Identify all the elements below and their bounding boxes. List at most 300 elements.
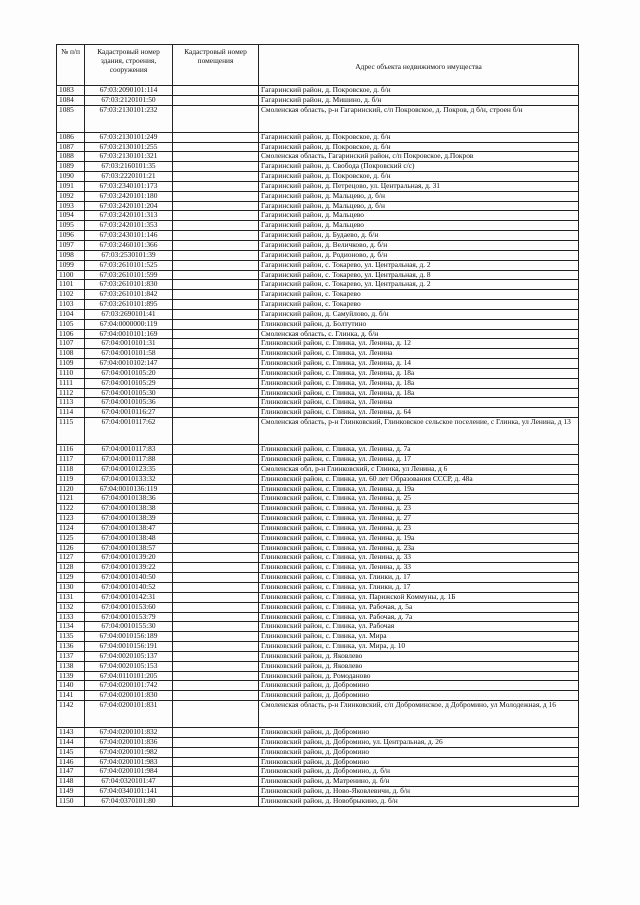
header-num: № п/п xyxy=(57,45,85,86)
address: Глинковский район, с. Глинка, ул. Ленина, д. 23а xyxy=(259,543,579,553)
row-number: 1100 xyxy=(57,270,85,280)
row-number: 1094 xyxy=(57,211,85,221)
cadastral-number: 67:04:0200101:982 xyxy=(85,747,173,757)
room-number xyxy=(173,602,259,612)
row-number: 1129 xyxy=(57,573,85,583)
room-number xyxy=(173,494,259,504)
address: Гагаринский район, с. Токарево, ул. Центральная, д. 8 xyxy=(259,270,579,280)
table-row xyxy=(57,474,579,484)
cadastral-number: 67:04:0010153:60 xyxy=(85,602,173,612)
room-number xyxy=(173,418,259,445)
row-number: 1099 xyxy=(57,260,85,270)
table-row xyxy=(57,787,579,797)
room-number xyxy=(173,504,259,514)
table-row xyxy=(57,142,579,152)
cadastral-number: 67:03:2420101:180 xyxy=(85,191,173,201)
row-number: 1130 xyxy=(57,582,85,592)
table-row xyxy=(57,270,579,280)
address: Глинковский район, д. Болтутино xyxy=(259,319,579,329)
address: Глинковский район, с. Глинка, ул. Ленина, д. 25 xyxy=(259,494,579,504)
table-row xyxy=(57,612,579,622)
room-number xyxy=(173,671,259,681)
cadastral-number: 67:03:2120101:50 xyxy=(85,95,173,105)
room-number xyxy=(173,378,259,388)
row-number: 1150 xyxy=(57,797,85,807)
table-row xyxy=(57,523,579,533)
room-number xyxy=(173,747,259,757)
room-number xyxy=(173,737,259,747)
cadastral-number: 67:04:0010156:189 xyxy=(85,632,173,642)
room-number xyxy=(173,445,259,455)
room-number xyxy=(173,201,259,211)
room-number xyxy=(173,728,259,738)
row-number: 1110 xyxy=(57,368,85,378)
cadastral-number: 67:04:0370101:80 xyxy=(85,797,173,807)
address: Гагаринский район, д. Мальцево, д. б/н xyxy=(259,191,579,201)
address: Гагаринский район, д. Величково, д. б/н xyxy=(259,240,579,250)
table-row xyxy=(57,777,579,787)
address: Глинковский район, с. Глинка, ул. Парижской Коммуны, д. 1Б xyxy=(259,592,579,602)
row-number: 1128 xyxy=(57,563,85,573)
row-number: 1143 xyxy=(57,728,85,738)
cadastral-number: 67:03:2610101:842 xyxy=(85,290,173,300)
address: Глинковский район, д. Яковлево xyxy=(259,651,579,661)
address: Глинковский район, с. Глинка, ул. Мира xyxy=(259,632,579,642)
row-number: 1147 xyxy=(57,767,85,777)
table-row xyxy=(57,464,579,474)
address: Глинковский район, с. Глинка, ул. 60 лет Образования СССР, д. 48а xyxy=(259,474,579,484)
row-number: 1145 xyxy=(57,747,85,757)
row-number: 1140 xyxy=(57,681,85,691)
room-number xyxy=(173,260,259,270)
room-number xyxy=(173,651,259,661)
cadastral-number: 67:03:2420101:313 xyxy=(85,211,173,221)
row-number: 1087 xyxy=(57,142,85,152)
room-number xyxy=(173,319,259,329)
table-row xyxy=(57,573,579,583)
row-number: 1127 xyxy=(57,553,85,563)
table-row xyxy=(57,95,579,105)
cadastral-number: 67:04:0010117:62 xyxy=(85,418,173,445)
address: Гагаринский район, д. Покровское, д. б/н xyxy=(259,172,579,182)
row-number: 1088 xyxy=(57,152,85,162)
row-number: 1103 xyxy=(57,300,85,310)
address: Глинковский район, с. Глинка, ул. Рабочая, д. 5а xyxy=(259,602,579,612)
row-number: 1098 xyxy=(57,250,85,260)
room-number xyxy=(173,661,259,671)
room-number xyxy=(173,408,259,418)
cadastral-number: 67:04:0010116:27 xyxy=(85,408,173,418)
table-row xyxy=(57,309,579,319)
room-number xyxy=(173,231,259,241)
address: Гагаринский район, д. Мальцево, д. б/н xyxy=(259,201,579,211)
cadastral-number: 67:04:0010105:36 xyxy=(85,398,173,408)
row-number: 1146 xyxy=(57,757,85,767)
row-number: 1142 xyxy=(57,701,85,728)
room-number xyxy=(173,329,259,339)
table-row xyxy=(57,359,579,369)
address: Глинковский район, с. Глинка, ул. Ленина, д. 23 xyxy=(259,523,579,533)
cadastral-number: 67:04:0110101:205 xyxy=(85,671,173,681)
address: Глинковский район, с. Глинка, ул. Ленина, д. 19а xyxy=(259,484,579,494)
address: Смоленская область, р-н Гагаринский, с/п Покровское, д. Покров, д б/н, строен б/н xyxy=(259,105,579,132)
cadastral-number: 67:04:0200101:983 xyxy=(85,757,173,767)
address: Гагаринский район, д. Самуйлово, д. б/н xyxy=(259,309,579,319)
row-number: 1120 xyxy=(57,484,85,494)
cadastral-number: 67:04:0010138:39 xyxy=(85,514,173,524)
address: Гагаринский район, д. Мишино, д. б/н xyxy=(259,95,579,105)
address: Смоленская обл, р-н Глинковский, с Глинка, ул Ленина, д 6 xyxy=(259,464,579,474)
room-number xyxy=(173,270,259,280)
table-header-row xyxy=(57,45,579,86)
row-number: 1089 xyxy=(57,162,85,172)
room-number xyxy=(173,523,259,533)
table-row xyxy=(57,132,579,142)
room-number xyxy=(173,563,259,573)
room-number xyxy=(173,349,259,359)
cadastral-number: 67:04:0010105:20 xyxy=(85,368,173,378)
cadastral-number: 67:04:0010140:52 xyxy=(85,582,173,592)
cadastral-number: 67:04:0010138:36 xyxy=(85,494,173,504)
address: Глинковский район, с. Глинка, ул. Ленина xyxy=(259,398,579,408)
row-number: 1131 xyxy=(57,592,85,602)
row-number: 1091 xyxy=(57,181,85,191)
room-number xyxy=(173,95,259,105)
table-row xyxy=(57,319,579,329)
row-number: 1136 xyxy=(57,642,85,652)
table-row xyxy=(57,553,579,563)
header-cad-room: Кадастровый номер помещения xyxy=(173,45,259,86)
row-number: 1148 xyxy=(57,777,85,787)
row-number: 1125 xyxy=(57,533,85,543)
row-number: 1149 xyxy=(57,787,85,797)
address: Глинковский район, с. Глинка, ул. Ленина, д. 18а xyxy=(259,368,579,378)
table-row xyxy=(57,661,579,671)
room-number xyxy=(173,681,259,691)
room-number xyxy=(173,162,259,172)
address: Гагаринский район, д. Мальцево xyxy=(259,221,579,231)
cadastral-number: 67:04:0010105:29 xyxy=(85,378,173,388)
table-row xyxy=(57,543,579,553)
row-number: 1102 xyxy=(57,290,85,300)
cadastral-number: 67:04:0010101:31 xyxy=(85,339,173,349)
room-number xyxy=(173,339,259,349)
room-number xyxy=(173,388,259,398)
cadastral-number: 67:04:0010140:50 xyxy=(85,573,173,583)
address: Глинковский район, д. Добромино xyxy=(259,691,579,701)
cadastral-number: 67:04:0020105:153 xyxy=(85,661,173,671)
row-number: 1097 xyxy=(57,240,85,250)
room-number xyxy=(173,368,259,378)
room-number xyxy=(173,250,259,260)
table-row xyxy=(57,484,579,494)
row-number: 1095 xyxy=(57,221,85,231)
table-row xyxy=(57,582,579,592)
row-number: 1084 xyxy=(57,95,85,105)
cadastral-number: 67:04:0010133:32 xyxy=(85,474,173,484)
cadastral-number: 67:03:2160101:35 xyxy=(85,162,173,172)
cadastral-number: 67:03:2530101:39 xyxy=(85,250,173,260)
table-row xyxy=(57,757,579,767)
table-row xyxy=(57,455,579,465)
header-cad-building: Кадастровый номер здания, строения, сооружения xyxy=(85,45,173,86)
cadastral-number: 67:04:0010153:79 xyxy=(85,612,173,622)
table-row xyxy=(57,494,579,504)
room-number xyxy=(173,553,259,563)
address: Глинковский район, д. Ромоданово xyxy=(259,671,579,681)
row-number: 1105 xyxy=(57,319,85,329)
room-number xyxy=(173,290,259,300)
table-row xyxy=(57,172,579,182)
address: Гагаринский район, д. Будаево, д. б/н xyxy=(259,231,579,241)
cadastral-number: 67:04:0200101:831 xyxy=(85,701,173,728)
table-body xyxy=(57,86,579,807)
table-row xyxy=(57,290,579,300)
room-number xyxy=(173,592,259,602)
row-number: 1141 xyxy=(57,691,85,701)
address: Гагаринский район, д. Родионово, д. б/н xyxy=(259,250,579,260)
address: Глинковский район, д. Ново-Яковлевичи, д. б/н xyxy=(259,787,579,797)
address: Гагаринский район, д. Петрецово, ул. Центральная, д. 31 xyxy=(259,181,579,191)
row-number: 1093 xyxy=(57,201,85,211)
address: Глинковский район, д. Добромино xyxy=(259,747,579,757)
address: Глинковский район, с. Глинка, ул. Ленина, д. 27 xyxy=(259,514,579,524)
property-table xyxy=(56,44,579,807)
address: Гагаринский район, д. Покровское, д. б/н xyxy=(259,142,579,152)
room-number xyxy=(173,86,259,96)
cadastral-number: 67:03:2430101:146 xyxy=(85,231,173,241)
address: Глинковский район, с. Глинка, ул. Мира, д. 10 xyxy=(259,642,579,652)
table-row xyxy=(57,563,579,573)
row-number: 1090 xyxy=(57,172,85,182)
row-number: 1122 xyxy=(57,504,85,514)
room-number xyxy=(173,300,259,310)
table-row xyxy=(57,445,579,455)
row-number: 1086 xyxy=(57,132,85,142)
row-number: 1133 xyxy=(57,612,85,622)
table-row xyxy=(57,737,579,747)
cadastral-number: 67:04:0010117:88 xyxy=(85,455,173,465)
row-number: 1121 xyxy=(57,494,85,504)
cadastral-number: 67:04:0200101:832 xyxy=(85,728,173,738)
row-number: 1116 xyxy=(57,445,85,455)
cadastral-number: 67:03:2610101:895 xyxy=(85,300,173,310)
table-row xyxy=(57,280,579,290)
cadastral-number: 67:03:2130101:249 xyxy=(85,132,173,142)
cadastral-number: 67:04:0010139:22 xyxy=(85,563,173,573)
header-address: Адрес объекта недвижимого имущества xyxy=(259,45,579,86)
row-number: 1117 xyxy=(57,455,85,465)
address: Глинковский район, с. Глинка, ул. Ленина, д. 17 xyxy=(259,455,579,465)
table-row xyxy=(57,671,579,681)
cadastral-number: 67:04:0010138:57 xyxy=(85,543,173,553)
address: Глинковский район, с. Глинка, ул. Рабочая xyxy=(259,622,579,632)
cadastral-number: 67:03:2130101:232 xyxy=(85,105,173,132)
table-row xyxy=(57,504,579,514)
room-number xyxy=(173,484,259,494)
row-number: 1112 xyxy=(57,388,85,398)
row-number: 1115 xyxy=(57,418,85,445)
table-row xyxy=(57,181,579,191)
row-number: 1135 xyxy=(57,632,85,642)
table-row xyxy=(57,388,579,398)
row-number: 1118 xyxy=(57,464,85,474)
address: Глинковский район, д. Добромино, д. б/н xyxy=(259,767,579,777)
room-number xyxy=(173,691,259,701)
room-number xyxy=(173,191,259,201)
address: Глинковский район, с. Глинка, ул. Ленина, д. 33 xyxy=(259,553,579,563)
room-number xyxy=(173,533,259,543)
table-row xyxy=(57,240,579,250)
table-row xyxy=(57,368,579,378)
cadastral-number: 67:04:0200101:836 xyxy=(85,737,173,747)
address: Смоленская область, Гагаринский район, с/п Покровское, д.Покров xyxy=(259,152,579,162)
table-row xyxy=(57,797,579,807)
address: Глинковский район, с. Глинка, ул. Ленина, д. 12 xyxy=(259,339,579,349)
table-row xyxy=(57,747,579,757)
address: Глинковский район, д. Яковлево xyxy=(259,661,579,671)
table-row xyxy=(57,398,579,408)
cadastral-number: 67:03:2690101:41 xyxy=(85,309,173,319)
row-number: 1119 xyxy=(57,474,85,484)
address: Глинковский район, с. Глинка, ул. Ленина, д. 33 xyxy=(259,563,579,573)
room-number xyxy=(173,622,259,632)
room-number xyxy=(173,797,259,807)
table-row xyxy=(57,152,579,162)
table-row xyxy=(57,211,579,221)
room-number xyxy=(173,632,259,642)
row-number: 1124 xyxy=(57,523,85,533)
table-row xyxy=(57,221,579,231)
address: Глинковский район, с. Глинка, ул. Ленина, д. 64 xyxy=(259,408,579,418)
row-number: 1137 xyxy=(57,651,85,661)
room-number xyxy=(173,455,259,465)
cadastral-number: 67:04:0010105:30 xyxy=(85,388,173,398)
row-number: 1101 xyxy=(57,280,85,290)
address: Глинковский район, д. Добромино xyxy=(259,681,579,691)
row-number: 1134 xyxy=(57,622,85,632)
row-number: 1092 xyxy=(57,191,85,201)
table-row xyxy=(57,681,579,691)
cadastral-number: 67:03:2420101:353 xyxy=(85,221,173,231)
room-number xyxy=(173,514,259,524)
room-number xyxy=(173,181,259,191)
table-row xyxy=(57,105,579,132)
address: Гагаринский район, д. Мальцево xyxy=(259,211,579,221)
table-row xyxy=(57,767,579,777)
room-number xyxy=(173,777,259,787)
room-number xyxy=(173,767,259,777)
row-number: 1104 xyxy=(57,309,85,319)
table-row xyxy=(57,339,579,349)
row-number: 1111 xyxy=(57,378,85,388)
cadastral-number: 67:04:0010102:147 xyxy=(85,359,173,369)
table-row xyxy=(57,231,579,241)
cadastral-number: 67:03:2610101:599 xyxy=(85,270,173,280)
address: Гагаринский район, с. Токарево, ул. Центральная, д. 2 xyxy=(259,280,579,290)
table-row xyxy=(57,418,579,445)
cadastral-number: 67:04:0010138:38 xyxy=(85,504,173,514)
address: Глинковский район, с. Глинка, ул. Ленина, д. 18а xyxy=(259,378,579,388)
room-number xyxy=(173,543,259,553)
room-number xyxy=(173,221,259,231)
address: Глинковский район, с. Глинка, ул. Ленина, д. 14 xyxy=(259,359,579,369)
cadastral-number: 67:04:0000000:119 xyxy=(85,319,173,329)
table-row xyxy=(57,651,579,661)
table-row xyxy=(57,162,579,172)
address: Гагаринский район, с. Токарево xyxy=(259,290,579,300)
cadastral-number: 67:04:0010136:119 xyxy=(85,484,173,494)
cadastral-number: 67:03:2610101:525 xyxy=(85,260,173,270)
room-number xyxy=(173,787,259,797)
row-number: 1144 xyxy=(57,737,85,747)
cadastral-number: 67:04:0200101:830 xyxy=(85,691,173,701)
address: Глинковский район, с. Глинка, ул. Ленина xyxy=(259,349,579,359)
row-number: 1126 xyxy=(57,543,85,553)
address: Глинковский район, с. Глинка, ул. Ленина, д. 23 xyxy=(259,504,579,514)
row-number: 1138 xyxy=(57,661,85,671)
table-row xyxy=(57,201,579,211)
address: Глинковский район, д. Добромино xyxy=(259,728,579,738)
cadastral-number: 67:04:0320101:47 xyxy=(85,777,173,787)
cadastral-number: 67:04:0010117:83 xyxy=(85,445,173,455)
row-number: 1139 xyxy=(57,671,85,681)
room-number xyxy=(173,464,259,474)
address: Глинковский район, с. Глинка, ул. Ленина, д. 18а xyxy=(259,388,579,398)
table-row xyxy=(57,349,579,359)
address: Гагаринский район, с. Токарево, ул. Центральная, д. 2 xyxy=(259,260,579,270)
row-number: 1132 xyxy=(57,602,85,612)
cadastral-number: 67:04:0010142:31 xyxy=(85,592,173,602)
room-number xyxy=(173,142,259,152)
address: Глинковский район, с. Глинка, ул. Ленина, д. 7а xyxy=(259,445,579,455)
room-number xyxy=(173,398,259,408)
table-row xyxy=(57,622,579,632)
row-number: 1085 xyxy=(57,105,85,132)
address: Глинковский район, с. Глинка, ул. Ленина, д. 19а xyxy=(259,533,579,543)
table-row xyxy=(57,86,579,96)
room-number xyxy=(173,280,259,290)
table-row xyxy=(57,260,579,270)
table-row xyxy=(57,602,579,612)
table-row xyxy=(57,691,579,701)
room-number xyxy=(173,309,259,319)
room-number xyxy=(173,359,259,369)
address: Гагаринский район, д. Покровское, д. б/н xyxy=(259,86,579,96)
table-row xyxy=(57,728,579,738)
address: Глинковский район, д. Добромино xyxy=(259,757,579,767)
row-number: 1083 xyxy=(57,86,85,96)
row-number: 1096 xyxy=(57,231,85,241)
row-number: 1108 xyxy=(57,349,85,359)
cadastral-number: 67:03:2090101:114 xyxy=(85,86,173,96)
table-row xyxy=(57,408,579,418)
cadastral-number: 67:03:2340101:173 xyxy=(85,181,173,191)
cadastral-number: 67:04:0010139:20 xyxy=(85,553,173,563)
room-number xyxy=(173,642,259,652)
table-row xyxy=(57,592,579,602)
address: Гагаринский район, д. Покровское, д. б/н xyxy=(259,132,579,142)
room-number xyxy=(173,172,259,182)
cadastral-number: 67:04:0010101:58 xyxy=(85,349,173,359)
address: Глинковский район, с. Глинка, ул. Глинки, д. 17 xyxy=(259,582,579,592)
table-row xyxy=(57,250,579,260)
address: Гагаринский район, д. Свобода (Покровский с/с) xyxy=(259,162,579,172)
room-number xyxy=(173,474,259,484)
row-number: 1123 xyxy=(57,514,85,524)
table-row xyxy=(57,533,579,543)
cadastral-number: 67:04:0010155:30 xyxy=(85,622,173,632)
